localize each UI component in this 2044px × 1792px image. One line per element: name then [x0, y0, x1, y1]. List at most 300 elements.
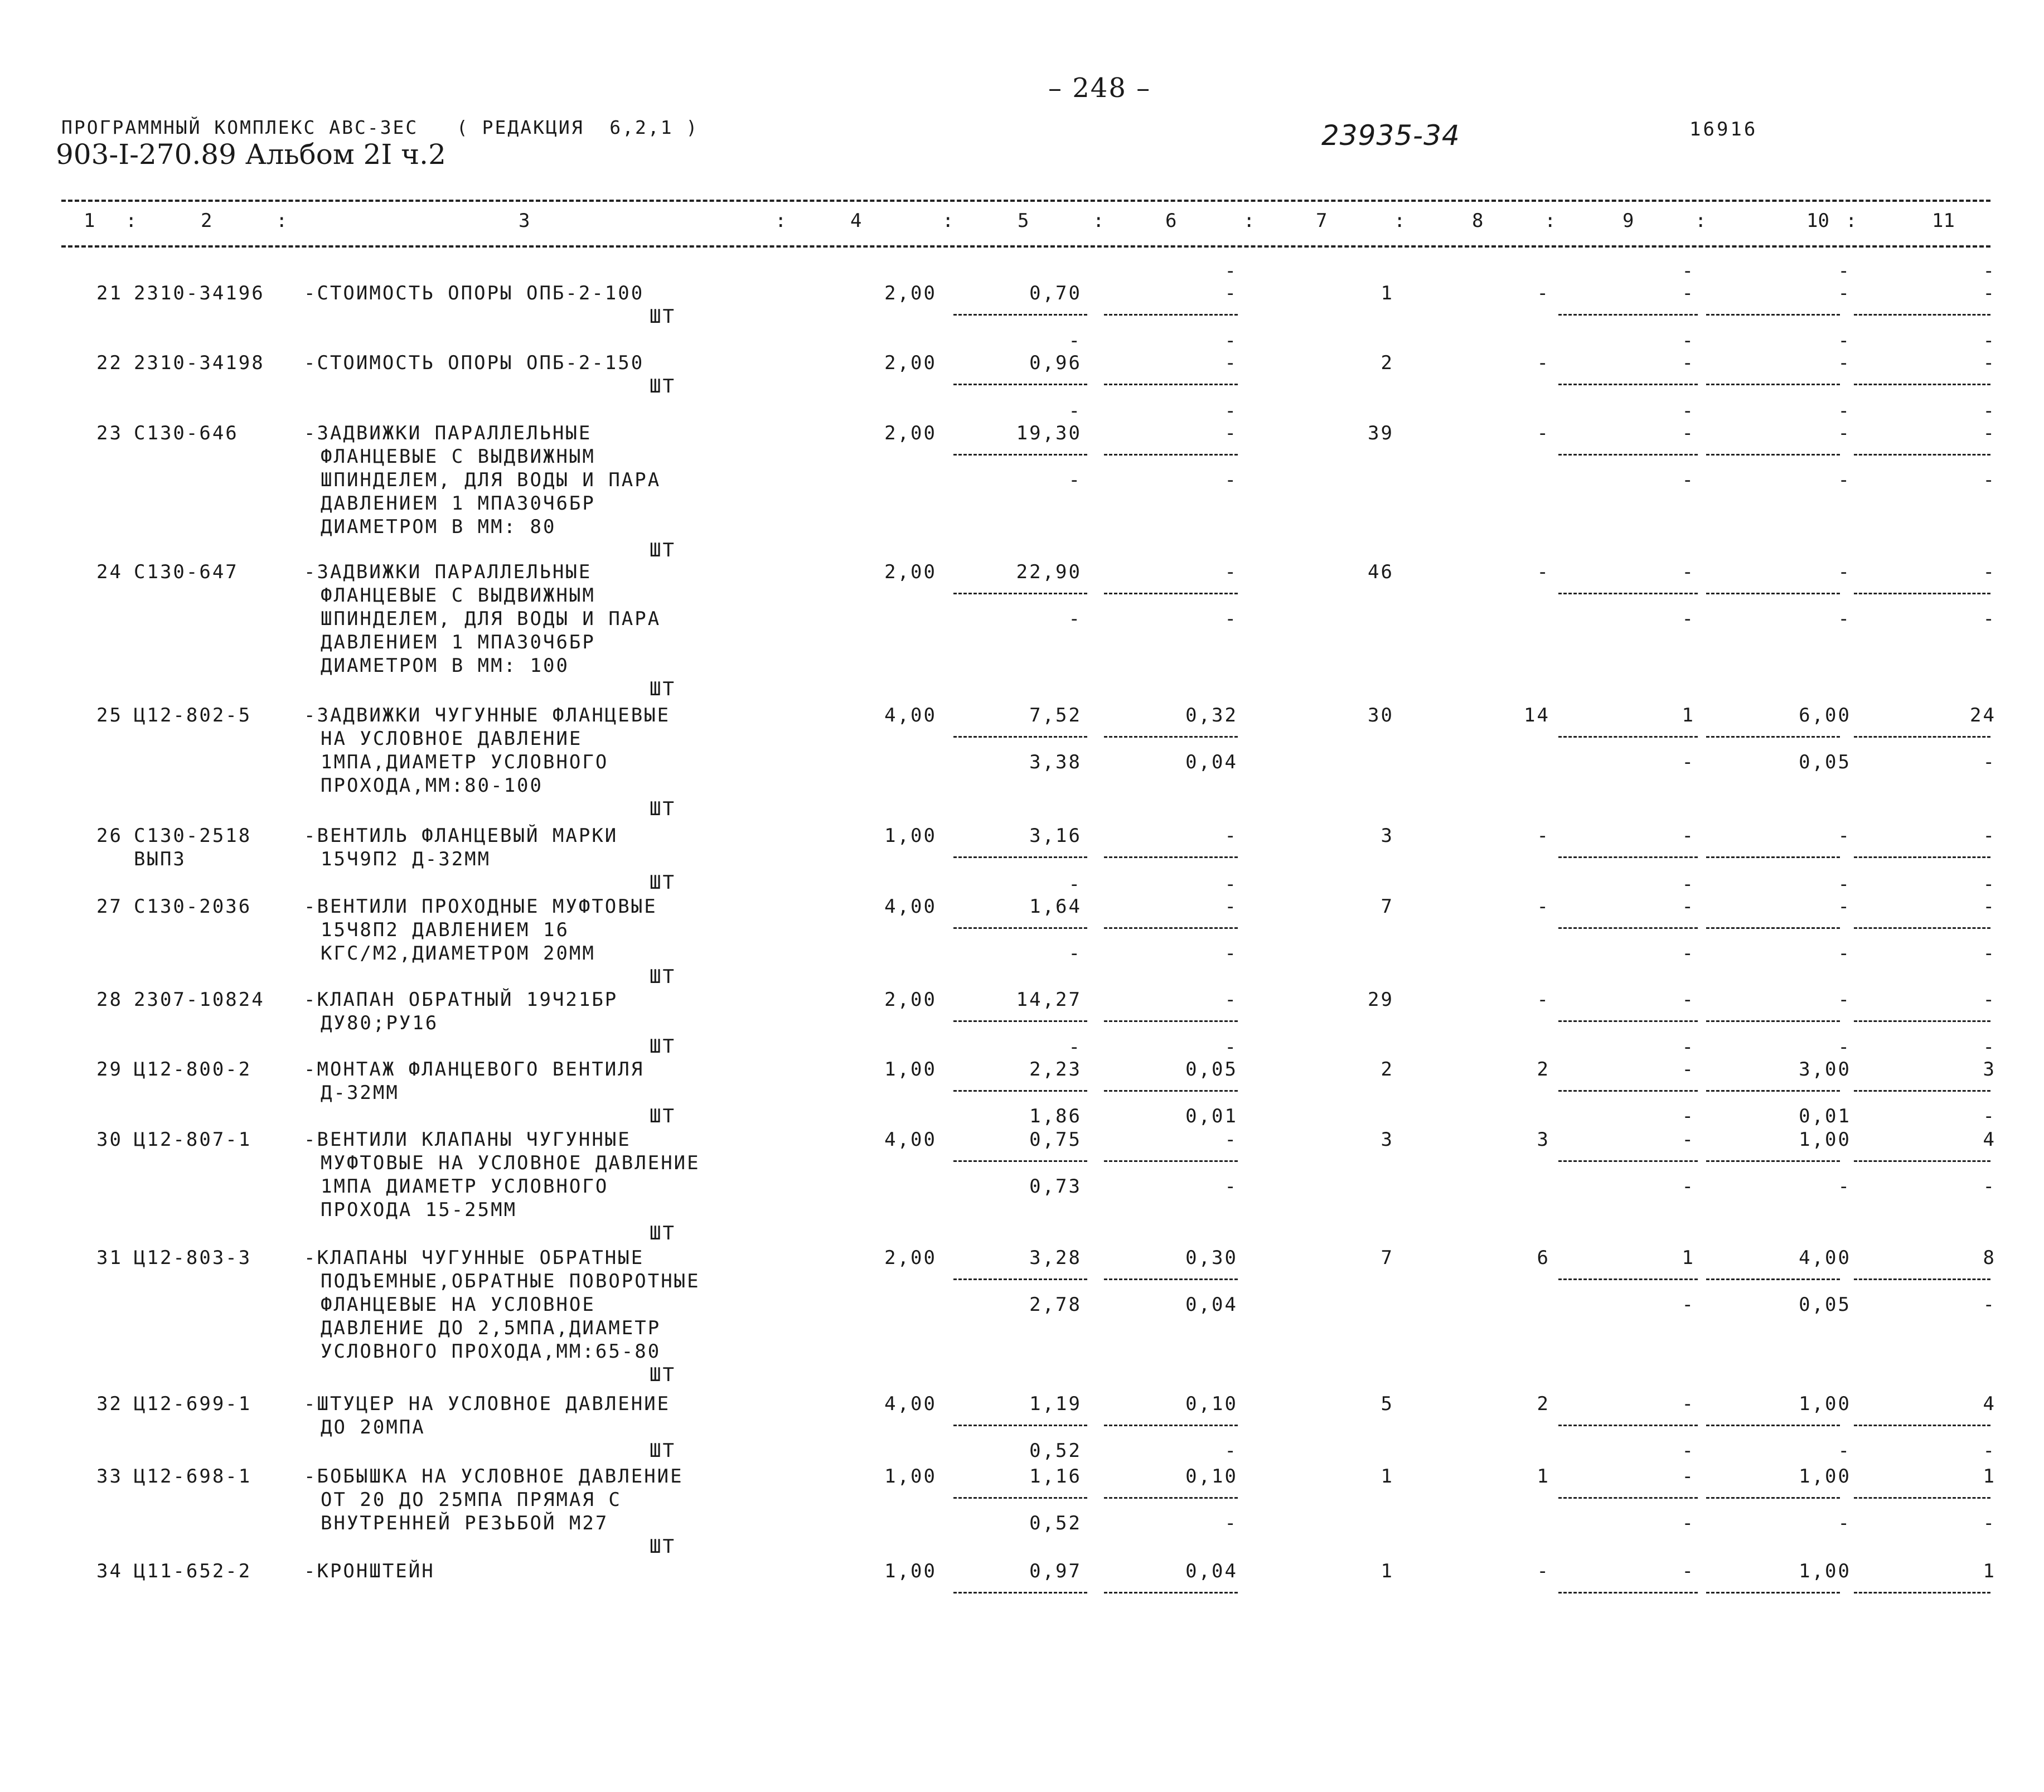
- value-col-8: -: [1537, 422, 1550, 444]
- cell-divider: [1104, 856, 1238, 858]
- value-c5-lower: 0,73: [1029, 1175, 1082, 1198]
- value-c9: -: [1682, 825, 1695, 847]
- unit-label: ШТ: [650, 1035, 676, 1058]
- cell-divider: [1104, 593, 1238, 594]
- value-c11-lower: -: [1983, 469, 1996, 491]
- unit-label: ШТ: [650, 966, 676, 988]
- column-separator: :: [1394, 210, 1406, 232]
- header-rule-top: [61, 200, 1990, 202]
- item-code: 2310-34198: [134, 352, 265, 374]
- item-code: 2307-10824: [134, 989, 265, 1011]
- cell-divider: [1558, 1278, 1698, 1280]
- program-title: ПРОГРАММНЫЙ КОМПЛЕКС АВС-3ЕС ( РЕДАКЦИЯ 6,2,1 ): [61, 117, 699, 138]
- value-c6-lower: -: [1224, 608, 1238, 630]
- value-c5: 3,28: [1029, 1247, 1082, 1269]
- cell-divider: [1104, 384, 1238, 385]
- value-c5-lower: 1,86: [1029, 1105, 1082, 1127]
- value-c5: 1,64: [1029, 895, 1082, 918]
- value-c10-lower: 0,05: [1799, 751, 1851, 773]
- value-c5: 0,97: [1029, 1560, 1082, 1582]
- cell-divider: [1558, 736, 1698, 738]
- value-c10: -: [1838, 895, 1851, 918]
- item-description-line: ДАВЛЕНИЕМ 1 МПА30Ч6БР: [321, 631, 595, 653]
- value-c9: -: [1682, 989, 1695, 1011]
- cell-divider: [953, 1592, 1087, 1594]
- cell-divider: [1854, 736, 1990, 738]
- cell-divider: [1104, 1592, 1238, 1594]
- value-c9-lower: -: [1682, 1175, 1695, 1198]
- column-header-7: 7: [1316, 210, 1328, 232]
- item-code: 2310-34196: [134, 282, 265, 304]
- value-c5-lower: 0,52: [1029, 1512, 1082, 1534]
- value-c10: 6,00: [1799, 704, 1851, 727]
- value-col-7: 7: [1381, 1247, 1394, 1269]
- value-c10: 1,00: [1799, 1129, 1851, 1151]
- quantity: 2,00: [884, 352, 937, 374]
- value-c9-upper: -: [1682, 1036, 1695, 1058]
- value-c10-lower: -: [1838, 1440, 1851, 1462]
- value-col-8: -: [1537, 282, 1550, 304]
- row-number: 26: [96, 825, 123, 847]
- value-c11: 1: [1983, 1465, 1996, 1488]
- cell-divider: [1706, 314, 1840, 316]
- value-col-8: -: [1537, 825, 1550, 847]
- item-description-line: 15Ч8П2 ДАВЛЕНИЕМ 16: [321, 919, 569, 941]
- row-number: 32: [96, 1393, 123, 1415]
- item-code: Ц11-652-2: [134, 1560, 252, 1582]
- cell-divider: [1558, 1160, 1698, 1162]
- item-description-line: -ЗАДВИЖКИ ЧУГУННЫЕ ФЛАНЦЕВЫЕ: [304, 704, 671, 727]
- item-description-line: ФЛАНЦЕВЫЕ НА УСЛОВНОЕ: [321, 1294, 595, 1316]
- item-description-line: -ВЕНТИЛИ ПРОХОДНЫЕ МУФТОВЫЕ: [304, 895, 657, 918]
- column-header-11: 11: [1932, 210, 1955, 232]
- quantity: 1,00: [884, 1058, 937, 1081]
- value-c10: -: [1838, 989, 1851, 1011]
- value-c11-lower: -: [1983, 942, 1996, 965]
- value-c5-lower: -: [1068, 942, 1082, 965]
- value-c5: 0,96: [1029, 352, 1082, 374]
- unit-label: ШТ: [650, 1440, 676, 1462]
- item-description-line: МУФТОВЫЕ НА УСЛОВНОЕ ДАВЛЕНИЕ: [321, 1152, 700, 1174]
- value-c11: 1: [1983, 1560, 1996, 1582]
- cell-divider: [1558, 1020, 1698, 1022]
- value-c9: -: [1682, 561, 1695, 583]
- item-code: Ц12-807-1: [134, 1129, 252, 1151]
- value-col-7: 3: [1381, 825, 1394, 847]
- cell-divider: [953, 1497, 1087, 1499]
- value-c10-lower: -: [1838, 942, 1851, 965]
- column-header-10: 10: [1806, 210, 1829, 232]
- cell-divider: [1104, 314, 1238, 316]
- value-c5: 14,27: [1016, 989, 1082, 1011]
- value-c9: -: [1682, 1129, 1695, 1151]
- document-code: 23935-34: [1321, 119, 1460, 152]
- cell-divider: [1706, 593, 1840, 594]
- value-col-7: 30: [1368, 704, 1394, 727]
- quantity: 2,00: [884, 422, 937, 444]
- value-c9-lower: -: [1682, 1512, 1695, 1534]
- item-description-line: -ШТУЦЕР НА УСЛОВНОЕ ДАВЛЕНИЕ: [304, 1393, 671, 1415]
- cell-divider: [1706, 1020, 1840, 1022]
- quantity: 4,00: [884, 704, 937, 727]
- value-c11: -: [1983, 825, 1996, 847]
- value-c9-upper: -: [1682, 330, 1695, 352]
- value-c9: -: [1682, 282, 1695, 304]
- value-c10-upper: -: [1838, 260, 1851, 282]
- value-c11: 24: [1970, 704, 1996, 727]
- value-c6: -: [1224, 352, 1238, 374]
- quantity: 4,00: [884, 1393, 937, 1415]
- value-c9: 1: [1682, 1247, 1695, 1269]
- row-number: 31: [96, 1247, 123, 1269]
- cell-divider: [953, 384, 1087, 385]
- value-c6: 0,05: [1185, 1058, 1238, 1081]
- value-col-7: 2: [1381, 1058, 1394, 1081]
- value-c5-lower: -: [1068, 608, 1082, 630]
- value-c11-lower: -: [1983, 1175, 1996, 1198]
- value-col-8: -: [1537, 989, 1550, 1011]
- column-header-1: 1: [84, 210, 95, 232]
- value-col-7: 1: [1381, 1560, 1394, 1582]
- quantity: 2,00: [884, 1247, 937, 1269]
- value-c11-lower: -: [1983, 1294, 1996, 1316]
- value-c9-lower: -: [1682, 1440, 1695, 1462]
- unit-label: ШТ: [650, 306, 676, 328]
- cell-divider: [953, 1160, 1087, 1162]
- item-code: Ц12-803-3: [134, 1247, 252, 1269]
- item-code: С130-647: [134, 561, 239, 583]
- item-description-line: -СТОИМОСТЬ ОПОРЫ ОПБ-2-150: [304, 352, 645, 374]
- value-c9-lower: -: [1682, 1105, 1695, 1127]
- item-description-line: ПРОХОДА 15-25ММ: [321, 1199, 517, 1221]
- value-c11: -: [1983, 422, 1996, 444]
- row-number: 34: [96, 1560, 123, 1582]
- cell-divider: [1104, 1425, 1238, 1426]
- value-c11-lower: -: [1983, 1440, 1996, 1462]
- column-separator: :: [1695, 210, 1707, 232]
- cell-divider: [1558, 1592, 1698, 1594]
- quantity: 4,00: [884, 1129, 937, 1151]
- item-description-line: ФЛАНЦЕВЫЕ С ВЫДВИЖНЫМ: [321, 584, 595, 607]
- item-code: С130-2518: [134, 825, 252, 847]
- cell-divider: [1706, 384, 1840, 385]
- value-c5: 0,75: [1029, 1129, 1082, 1151]
- value-c11: 4: [1983, 1393, 1996, 1415]
- value-c6-lower: -: [1224, 1175, 1238, 1198]
- column-separator: :: [125, 210, 137, 232]
- item-code: Ц12-699-1: [134, 1393, 252, 1415]
- cell-divider: [953, 1020, 1087, 1022]
- cell-divider: [953, 1090, 1087, 1092]
- cell-divider: [1854, 593, 1990, 594]
- column-header-6: 6: [1165, 210, 1177, 232]
- quantity: 1,00: [884, 1560, 937, 1582]
- column-header-9: 9: [1622, 210, 1634, 232]
- value-c6: -: [1224, 282, 1238, 304]
- value-c11-upper: -: [1983, 873, 1996, 895]
- cell-divider: [1854, 1090, 1990, 1092]
- value-c10: 3,00: [1799, 1058, 1851, 1081]
- value-c11: 3: [1983, 1058, 1996, 1081]
- item-description-line: ОТ 20 ДО 25МПА ПРЯМАЯ С: [321, 1489, 622, 1511]
- value-c6-lower: 0,04: [1185, 751, 1238, 773]
- value-c5: 3,16: [1029, 825, 1082, 847]
- value-c11-upper: -: [1983, 260, 1996, 282]
- item-description-line: -ВЕНТИЛИ КЛАПАНЫ ЧУГУННЫЕ: [304, 1129, 631, 1151]
- value-c5-lower: 2,78: [1029, 1294, 1082, 1316]
- value-c6: -: [1224, 825, 1238, 847]
- cell-divider: [1854, 384, 1990, 385]
- item-code: Ц12-802-5: [134, 704, 252, 727]
- value-c6: -: [1224, 895, 1238, 918]
- item-description-line: ВНУТРЕННЕЙ РЕЗЬБОЙ М27: [321, 1512, 609, 1534]
- value-c5-lower: -: [1068, 469, 1082, 491]
- value-c10: -: [1838, 422, 1851, 444]
- value-c6-upper: -: [1224, 1036, 1238, 1058]
- value-c6: 0,32: [1185, 704, 1238, 727]
- value-col-7: 46: [1368, 561, 1394, 583]
- value-col-8: 6: [1537, 1247, 1550, 1269]
- cell-divider: [1104, 1090, 1238, 1092]
- value-c11-lower: -: [1983, 608, 1996, 630]
- item-description-line: ПРОХОДА,ММ:80-100: [321, 774, 543, 797]
- item-description-line: -ВЕНТИЛЬ ФЛАНЦЕВЫЙ МАРКИ: [304, 825, 618, 847]
- item-description-line: -ЗАДВИЖКИ ПАРАЛЛЕЛЬНЫЕ: [304, 561, 592, 583]
- value-c6-lower: -: [1224, 469, 1238, 491]
- item-code: С130-646: [134, 422, 239, 444]
- value-c6: -: [1224, 422, 1238, 444]
- unit-label: ШТ: [650, 539, 676, 561]
- cell-divider: [953, 927, 1087, 929]
- value-c5-lower: 3,38: [1029, 751, 1082, 773]
- item-description-line: 1МПА,ДИАМЕТР УСЛОВНОГО: [321, 751, 609, 773]
- value-col-8: 2: [1537, 1058, 1550, 1081]
- item-description-line: ФЛАНЦЕВЫЕ С ВЫДВИЖНЫМ: [321, 445, 595, 468]
- cell-divider: [1104, 1160, 1238, 1162]
- value-col-8: -: [1537, 352, 1550, 374]
- cell-divider: [1854, 454, 1990, 456]
- value-c10-lower: -: [1838, 469, 1851, 491]
- value-c5: 1,19: [1029, 1393, 1082, 1415]
- value-c10: 1,00: [1799, 1560, 1851, 1582]
- item-description-line: ШПИНДЕЛЕМ, ДЛЯ ВОДЫ И ПАРА: [321, 469, 661, 491]
- cell-divider: [1854, 1425, 1990, 1426]
- value-c9-lower: -: [1682, 469, 1695, 491]
- value-col-7: 1: [1381, 1465, 1394, 1488]
- value-c10: -: [1838, 282, 1851, 304]
- column-header-3: 3: [519, 210, 530, 232]
- value-c5-lower: 0,52: [1029, 1440, 1082, 1462]
- value-c6: 0,10: [1185, 1393, 1238, 1415]
- value-c6: -: [1224, 561, 1238, 583]
- value-c9: 1: [1682, 704, 1695, 727]
- cell-divider: [1558, 927, 1698, 929]
- row-number: 28: [96, 989, 123, 1011]
- value-c11-lower: -: [1983, 751, 1996, 773]
- row-number: 29: [96, 1058, 123, 1081]
- item-description-line: ДИАМЕТРОМ В ММ: 80: [321, 516, 556, 538]
- item-description-line: -КЛАПАН ОБРАТНЫЙ 19Ч21БР: [304, 989, 618, 1011]
- item-description-line: 1МПА ДИАМЕТР УСЛОВНОГО: [321, 1175, 609, 1198]
- cell-divider: [1854, 314, 1990, 316]
- cell-divider: [1854, 856, 1990, 858]
- column-separator: :: [1243, 210, 1255, 232]
- value-c10-lower: -: [1838, 1512, 1851, 1534]
- cell-divider: [1558, 1090, 1698, 1092]
- unit-label: ШТ: [650, 1536, 676, 1558]
- value-c11-upper: -: [1983, 400, 1996, 422]
- value-c6-lower: -: [1224, 942, 1238, 965]
- column-header-4: 4: [850, 210, 862, 232]
- value-c11-lower: -: [1983, 1105, 1996, 1127]
- cell-divider: [1706, 1497, 1840, 1499]
- column-separator: :: [276, 210, 288, 232]
- value-c5: 22,90: [1016, 561, 1082, 583]
- cell-divider: [1706, 1090, 1840, 1092]
- value-c11: -: [1983, 895, 1996, 918]
- header-rule-bottom: [61, 245, 1990, 248]
- cell-divider: [1104, 927, 1238, 929]
- item-description-line: -КЛАПАНЫ ЧУГУННЫЕ ОБРАТНЫЕ: [304, 1247, 645, 1269]
- item-code-suffix: ВЫП3: [134, 848, 186, 870]
- column-separator: :: [1846, 210, 1857, 232]
- column-separator: :: [1544, 210, 1556, 232]
- value-c11: -: [1983, 989, 1996, 1011]
- cell-divider: [953, 593, 1087, 594]
- value-c10-lower: 0,05: [1799, 1294, 1851, 1316]
- value-c10: 1,00: [1799, 1465, 1851, 1488]
- value-c11: -: [1983, 282, 1996, 304]
- cell-divider: [1558, 384, 1698, 385]
- cell-divider: [1706, 856, 1840, 858]
- item-description-line: -МОНТАЖ ФЛАНЦЕВОГО ВЕНТИЛЯ: [304, 1058, 645, 1081]
- cell-divider: [953, 314, 1087, 316]
- value-c5-upper: -: [1068, 330, 1082, 352]
- value-c6-upper: -: [1224, 400, 1238, 422]
- value-col-8: -: [1537, 561, 1550, 583]
- item-description-line: КГС/М2,ДИАМЕТРОМ 20ММ: [321, 942, 595, 965]
- cell-divider: [1558, 593, 1698, 594]
- cell-divider: [1104, 1497, 1238, 1499]
- item-description-line: -ЗАДВИЖКИ ПАРАЛЛЕЛЬНЫЕ: [304, 422, 592, 444]
- value-col-7: 29: [1368, 989, 1394, 1011]
- value-c10-lower: 0,01: [1799, 1105, 1851, 1127]
- cell-divider: [1706, 927, 1840, 929]
- column-separator: :: [1093, 210, 1105, 232]
- item-code: Ц12-698-1: [134, 1465, 252, 1488]
- value-col-7: 1: [1381, 282, 1394, 304]
- column-header-8: 8: [1472, 210, 1484, 232]
- value-c6-upper: -: [1224, 873, 1238, 895]
- value-c5-upper: -: [1068, 873, 1082, 895]
- cell-divider: [1854, 1160, 1990, 1162]
- value-c6-upper: -: [1224, 330, 1238, 352]
- row-number: 27: [96, 895, 123, 918]
- value-c9: -: [1682, 422, 1695, 444]
- value-c10: 1,00: [1799, 1393, 1851, 1415]
- value-c5: 0,70: [1029, 282, 1082, 304]
- value-c9-lower: -: [1682, 942, 1695, 965]
- value-c5: 19,30: [1016, 422, 1082, 444]
- value-c10-upper: -: [1838, 330, 1851, 352]
- cell-divider: [1854, 1592, 1990, 1594]
- page-number: – 248 –: [1048, 72, 1151, 104]
- cell-divider: [1854, 1020, 1990, 1022]
- quantity: 2,00: [884, 561, 937, 583]
- cell-divider: [1558, 1425, 1698, 1426]
- unit-label: ШТ: [650, 798, 676, 820]
- document-number: 16916: [1689, 118, 1758, 141]
- item-description-line: -БОБЫШКА НА УСЛОВНОЕ ДАВЛЕНИЕ: [304, 1465, 684, 1488]
- quantity: 2,00: [884, 282, 937, 304]
- cell-divider: [1558, 856, 1698, 858]
- value-c6: -: [1224, 989, 1238, 1011]
- item-description-line: -КРОНШТЕЙН: [304, 1560, 435, 1582]
- item-description-line: 15Ч9П2 Д-32ММ: [321, 848, 491, 870]
- cell-divider: [1854, 1278, 1990, 1280]
- cell-divider: [1706, 1592, 1840, 1594]
- unit-label: ШТ: [650, 871, 676, 894]
- value-c10-upper: -: [1838, 873, 1851, 895]
- value-col-7: 7: [1381, 895, 1394, 918]
- value-c9-upper: -: [1682, 400, 1695, 422]
- cell-divider: [1706, 736, 1840, 738]
- value-col-8: -: [1537, 1560, 1550, 1582]
- value-c6-lower: 0,04: [1185, 1294, 1238, 1316]
- cell-divider: [1854, 927, 1990, 929]
- value-c9: -: [1682, 1560, 1695, 1582]
- value-c6: 0,04: [1185, 1560, 1238, 1582]
- cell-divider: [1558, 1497, 1698, 1499]
- row-number: 33: [96, 1465, 123, 1488]
- cell-divider: [1706, 1425, 1840, 1426]
- unit-label: ШТ: [650, 1105, 676, 1127]
- item-description-line: ДАВЛЕНИЕМ 1 МПА30Ч6БР: [321, 492, 595, 515]
- row-number: 22: [96, 352, 123, 374]
- value-col-8: -: [1537, 895, 1550, 918]
- quantity: 4,00: [884, 895, 937, 918]
- value-c9: -: [1682, 352, 1695, 374]
- cell-divider: [1854, 1497, 1990, 1499]
- value-c11: 8: [1983, 1247, 1996, 1269]
- quantity: 1,00: [884, 825, 937, 847]
- cell-divider: [1558, 314, 1698, 316]
- row-number: 30: [96, 1129, 123, 1151]
- column-header-2: 2: [201, 210, 212, 232]
- cell-divider: [953, 454, 1087, 456]
- value-c9: -: [1682, 895, 1695, 918]
- value-c6-upper: -: [1224, 260, 1238, 282]
- cell-divider: [953, 1278, 1087, 1280]
- value-c5: 7,52: [1029, 704, 1082, 727]
- quantity: 2,00: [884, 989, 937, 1011]
- unit-label: ШТ: [650, 375, 676, 398]
- item-description-line: Д-32ММ: [321, 1082, 399, 1104]
- value-c9-upper: -: [1682, 260, 1695, 282]
- item-description-line: ДИАМЕТРОМ В ММ: 100: [321, 655, 569, 677]
- value-c10-upper: -: [1838, 400, 1851, 422]
- value-col-8: 2: [1537, 1393, 1550, 1415]
- row-number: 25: [96, 704, 123, 727]
- value-c10-lower: -: [1838, 608, 1851, 630]
- row-number: 21: [96, 282, 123, 304]
- item-description-line: ДАВЛЕНИЕ ДО 2,5МПА,ДИАМЕТР: [321, 1317, 661, 1339]
- value-c9-lower: -: [1682, 608, 1695, 630]
- cell-divider: [1104, 736, 1238, 738]
- value-col-8: 1: [1537, 1465, 1550, 1488]
- cell-divider: [1104, 454, 1238, 456]
- item-description-line: ДУ80;РУ16: [321, 1012, 439, 1034]
